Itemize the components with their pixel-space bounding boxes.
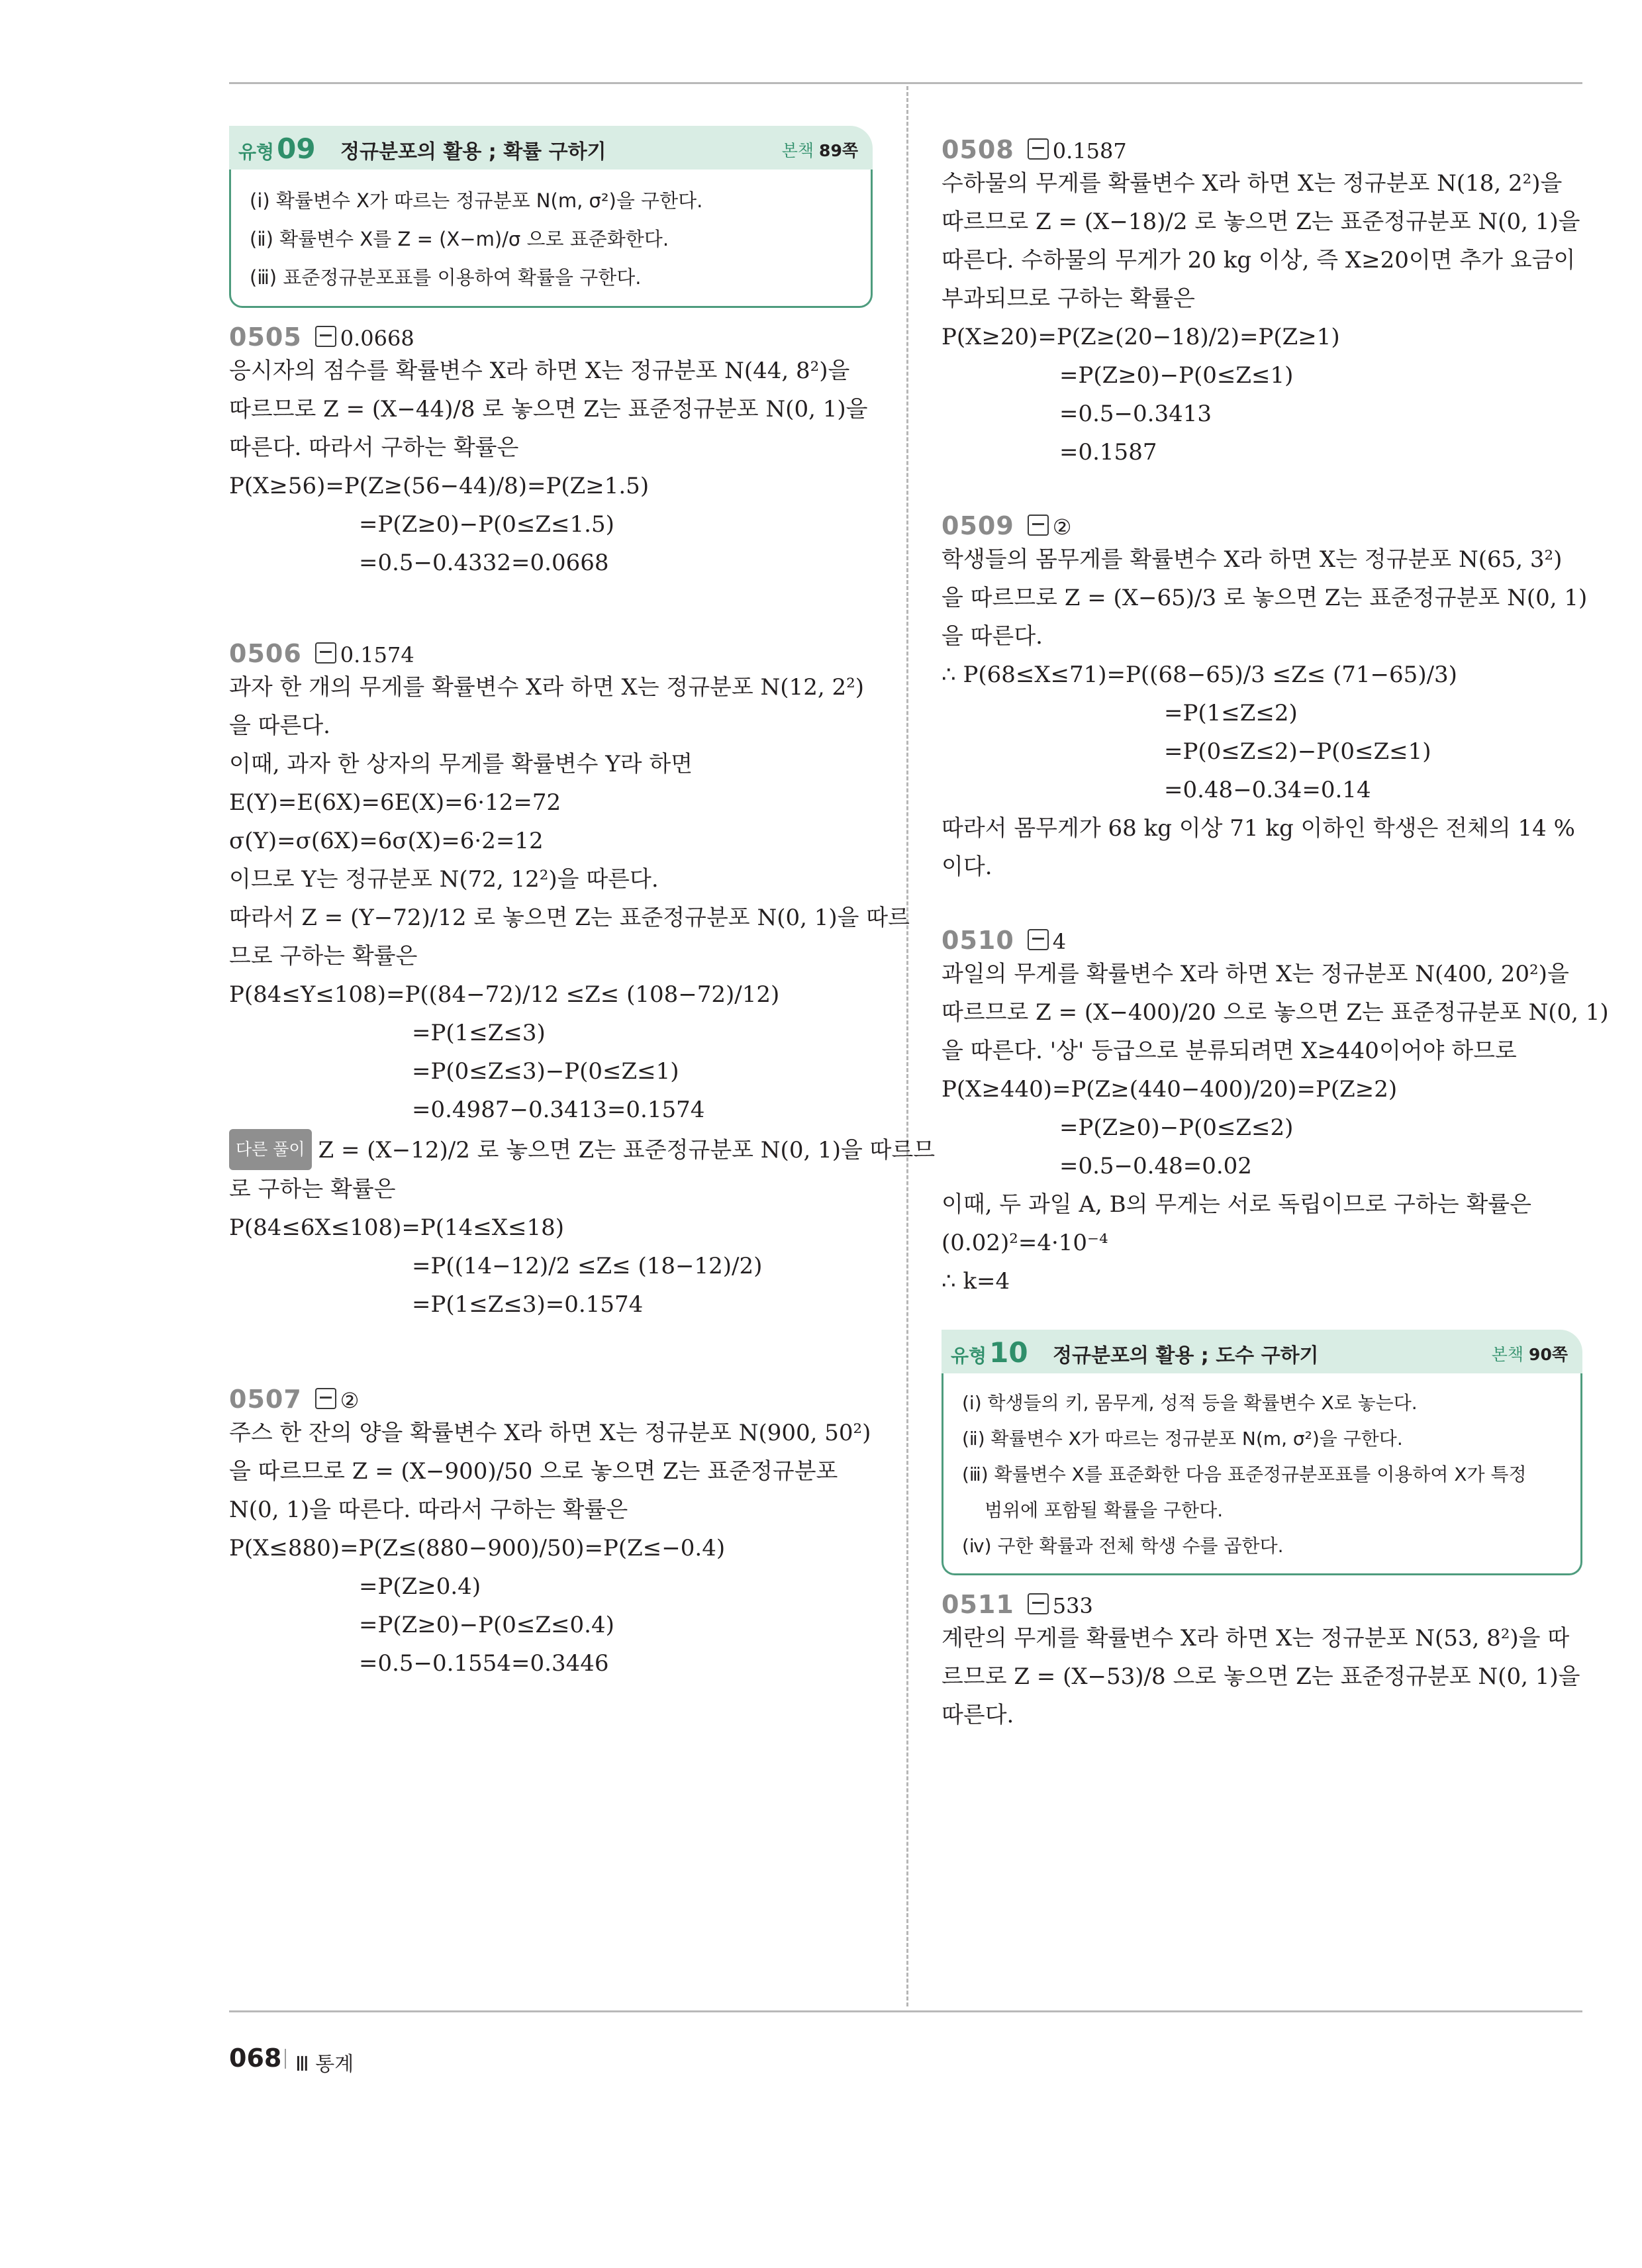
answer-icon — [1028, 515, 1049, 536]
solution-line: 따르므로 Z = (X−44)/8 로 놓으면 Z는 표준정규분포 N(0, 1)을 — [229, 396, 868, 422]
solution-line: 을 따른다. — [942, 623, 1043, 650]
solution-line: =0.5−0.48=0.02 — [1059, 1153, 1252, 1179]
step: (ⅳ) 구한 확률과 전체 학생 수를 곱한다. — [962, 1535, 1284, 1557]
answer-value: 0.1574 — [340, 642, 414, 667]
solution-line: P(X≥440)=P(Z≥(440−400)/20)=P(Z≥2) — [942, 1076, 1398, 1103]
solution-line: 르므로 Z = (X−53)/8 으로 놓으면 Z는 표준정규분포 N(0, 1)을 — [942, 1663, 1580, 1690]
solution-line: 따르므로 Z = (X−400)/20 으로 놓으면 Z는 표준정규분포 N(0, 1) — [942, 999, 1609, 1026]
footer-separator — [285, 2049, 286, 2069]
answer-value: 0.0668 — [340, 326, 414, 351]
answer-icon — [1028, 929, 1049, 950]
solution-line: =0.1587 — [1059, 439, 1157, 466]
answer-icon — [1028, 138, 1049, 160]
solution-line: =0.5−0.4332=0.0668 — [359, 550, 609, 576]
problem-number: 0507 — [229, 1385, 302, 1414]
solution-line: 을 따르므로 Z = (X−900)/50 으로 놓으면 Z는 표준정규분포 — [229, 1458, 838, 1485]
solution-line: ∴ k=4 — [942, 1268, 1010, 1295]
column-divider — [906, 86, 908, 2006]
solution-line: 과자 한 개의 무게를 확률변수 X라 하면 X는 정규분포 N(12, 2²) — [229, 674, 864, 701]
solution-line: =0.48−0.34=0.14 — [1164, 777, 1371, 803]
top-rule — [229, 82, 1582, 84]
solution-line: P(X≥56)=P(Z≥(56−44)/8)=P(Z≥1.5) — [229, 473, 650, 499]
solution-line: P(X≥20)=P(Z≥(20−18)/2)=P(Z≥1) — [942, 324, 1340, 350]
step: 범위에 포함될 확률을 구한다. — [985, 1499, 1224, 1521]
type-10-block — [942, 1330, 1582, 1575]
left-column — [229, 126, 936, 1683]
solution-line: =P(Z≥0)−P(0≤Z≤1) — [1059, 362, 1294, 389]
answer-value: 4 — [1052, 929, 1067, 954]
solution-line: =P(0≤Z≤3)−P(0≤Z≤1) — [412, 1058, 679, 1085]
alt-solution-line: 로 구하는 확률은 — [229, 1176, 396, 1203]
type-09-steps — [229, 170, 873, 308]
problem-0506 — [229, 639, 936, 1324]
type-09-header — [229, 126, 873, 170]
step: (ⅱ) 확률변수 X를 Z = (X−m)/σ 으로 표준화한다. — [250, 228, 669, 250]
solution-line: =0.5−0.1554=0.3446 — [359, 1650, 609, 1677]
solution-line: 따라서 Z = (Y−72)/12 로 놓으면 Z는 표준정규분포 N(0, 1)을 따르 — [229, 905, 910, 931]
page-number: 068 — [229, 2044, 282, 2073]
section-label: Ⅲ 통계 — [295, 2053, 354, 2076]
solution-line: P(84≤Y≤108)=P((84−72)/12 ≤Z≤ (108−72)/12) — [229, 981, 780, 1008]
problem-number: 0506 — [229, 639, 302, 668]
problem-0505 — [229, 322, 873, 582]
answer-value: 0.1587 — [1052, 138, 1127, 164]
solution-line: ∴ P(68≤X≤71)=P((68−65)/3 ≤Z≤ (71−65)/3) — [942, 662, 1457, 688]
step: (ⅰ) 학생들의 키, 몸무게, 성적 등을 확률변수 X로 놓는다. — [962, 1392, 1418, 1414]
answer-icon — [1028, 1593, 1049, 1614]
solution-line: 이때, 두 과일 A, B의 무게는 서로 독립이므로 구하는 확률은 — [942, 1191, 1531, 1218]
solution-line: =0.4987−0.3413=0.1574 — [412, 1097, 705, 1123]
solution-line: 계란의 무게를 확률변수 X라 하면 X는 정규분포 N(53, 8²)을 따 — [942, 1625, 1570, 1652]
bottom-rule — [229, 2010, 1582, 2012]
problem-number: 0509 — [942, 511, 1014, 540]
solution-line: 따른다. 수하물의 무게가 20 kg 이상, 즉 X≥20이면 추가 요금이 — [942, 247, 1576, 273]
problem-0511 — [942, 1590, 1582, 1734]
solution-line: 부과되므로 구하는 확률은 — [942, 285, 1195, 312]
alt-solution-line: 다른 풀이 Z = (X−12)/2 로 놓으면 Z는 표준정규분포 N(0, 1)을 따르므 — [229, 1129, 873, 1170]
solution-line: 므로 구하는 확률은 — [229, 943, 418, 969]
solution-line: 을 따르므로 Z = (X−65)/3 로 놓으면 Z는 표준정규분포 N(0, 1) — [942, 585, 1588, 611]
step: (ⅲ) 표준정규분포표를 이용하여 확률을 구한다. — [250, 266, 642, 289]
solution-line: 이므로 Y는 정규분포 N(72, 12²)을 따른다. — [229, 866, 659, 893]
solution-line: P(X≤880)=P(Z≤(880−900)/50)=P(Z≤−0.4) — [229, 1535, 726, 1561]
problem-number: 0508 — [942, 135, 1014, 164]
solution-line: 을 따른다. — [229, 713, 330, 739]
solution-line: =P(1≤Z≤3) — [412, 1020, 546, 1046]
right-column — [942, 126, 1609, 1734]
solution-line: 을 따른다. '상' 등급으로 분류되려면 X≥440이어야 하므로 — [942, 1038, 1517, 1064]
step: (ⅰ) 확률변수 X가 따르는 정규분포 N(m, σ²)을 구한다. — [250, 189, 703, 212]
solution-line: N(0, 1)을 따른다. 따라서 구하는 확률은 — [229, 1497, 628, 1523]
solution-line: =P(Z≥0)−P(0≤Z≤1.5) — [359, 511, 614, 538]
solution-line: 응시자의 점수를 확률변수 X라 하면 X는 정규분포 N(44, 8²)을 — [229, 358, 850, 384]
step: (ⅲ) 확률변수 X를 표준화한 다음 표준정규분포표를 이용하여 X가 특정 — [962, 1463, 1527, 1485]
alt-solution-line: P(84≤6X≤108)=P(14≤X≤18) — [229, 1214, 564, 1241]
answer-icon — [315, 1388, 336, 1409]
problem-number: 0510 — [942, 926, 1014, 955]
type-09-title: 정규분포의 활용 ; 확률 구하기 — [340, 140, 606, 164]
solution-line: 학생들의 몸무게를 확률변수 X라 하면 X는 정규분포 N(65, 3²) — [942, 546, 1563, 573]
answer-value: ② — [340, 1388, 360, 1413]
solution-line: E(Y)=E(6X)=6E(X)=6·12=72 — [229, 789, 561, 816]
type-10-ref: 본책 90쪽 — [1491, 1345, 1568, 1364]
answer-icon — [315, 642, 336, 664]
problem-0509 — [942, 511, 1588, 886]
answer-icon — [315, 326, 336, 347]
solution-line: =P(Z≥0)−P(0≤Z≤2) — [1059, 1114, 1294, 1141]
type-10-tag: 유형10 — [951, 1336, 1028, 1369]
alt-solution-line: =P(1≤Z≤3)=0.1574 — [412, 1291, 644, 1318]
solution-line: 수하물의 무게를 확률변수 X라 하면 X는 정규분포 N(18, 2²)을 — [942, 170, 1563, 197]
problem-0508 — [942, 135, 1582, 471]
type-09-tag: 유형09 — [238, 132, 316, 165]
alt-solution-line: =P((14−12)/2 ≤Z≤ (18−12)/2) — [412, 1253, 763, 1279]
solution-line: σ(Y)=σ(6X)=6σ(X)=6·2=12 — [229, 828, 544, 854]
problem-number: 0511 — [942, 1590, 1014, 1619]
type-10-title: 정규분포의 활용 ; 도수 구하기 — [1053, 1344, 1319, 1367]
solution-line: 따르므로 Z = (X−18)/2 로 놓으면 Z는 표준정규분포 N(0, 1)을 — [942, 209, 1580, 235]
problem-0507 — [229, 1385, 873, 1683]
solution-line: 따른다. — [942, 1702, 1014, 1728]
answer-value: 533 — [1052, 1593, 1093, 1618]
type-10-header — [942, 1330, 1582, 1373]
solution-line: =P(Z≥0)−P(0≤Z≤0.4) — [359, 1612, 614, 1638]
solution-line: 이때, 과자 한 상자의 무게를 확률변수 Y라 하면 — [229, 751, 693, 777]
alt-solution-tag: 다른 풀이 — [229, 1129, 312, 1170]
answer-value: ② — [1052, 515, 1072, 540]
solution-line: 따른다. 따라서 구하는 확률은 — [229, 434, 519, 461]
solution-line: (0.02)²=4·10⁻⁴ — [942, 1230, 1108, 1256]
solution-line: =0.5−0.3413 — [1059, 401, 1212, 427]
solution-line: 따라서 몸무게가 68 kg 이상 71 kg 이하인 학생은 전체의 14 % — [942, 815, 1575, 842]
solution-line: 주스 한 잔의 양을 확률변수 X라 하면 X는 정규분포 N(900, 50²) — [229, 1420, 871, 1446]
step: (ⅱ) 확률변수 X가 따르는 정규분포 N(m, σ²)을 구한다. — [962, 1428, 1403, 1450]
solution-line: =P(0≤Z≤2)−P(0≤Z≤1) — [1164, 738, 1431, 765]
type-10-steps — [942, 1373, 1582, 1575]
solution-line: 이다. — [942, 854, 992, 880]
type-09-ref: 본책 89쪽 — [781, 141, 858, 160]
solution-line: =P(Z≥0.4) — [359, 1573, 481, 1600]
problem-number: 0505 — [229, 322, 302, 352]
problem-0510 — [942, 926, 1609, 1301]
solution-line: =P(1≤Z≤2) — [1164, 700, 1298, 726]
solution-line: 과일의 무게를 확률변수 X라 하면 X는 정규분포 N(400, 20²)을 — [942, 961, 1569, 987]
